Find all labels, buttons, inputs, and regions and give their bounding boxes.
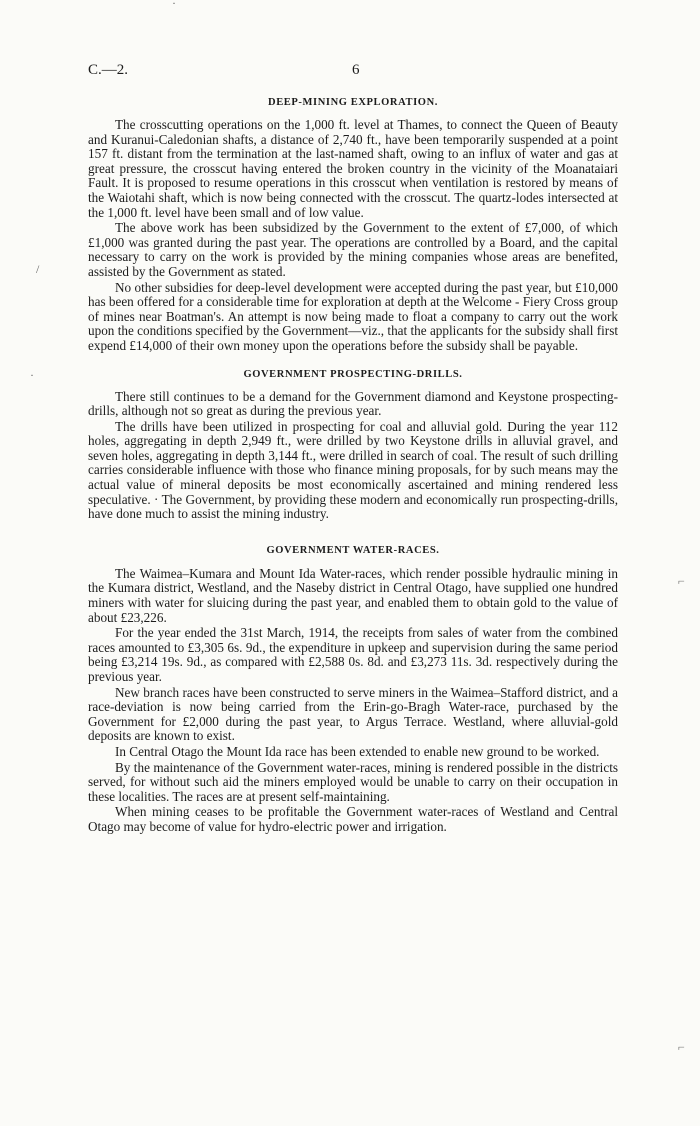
paragraph: In Central Otago the Mount Ida race has been extended to enable new ground to be worked.: [115, 743, 600, 759]
paragraph: The Waimea–Kumara and Mount Ida Water-races, which render possible hydraulic mining in the Kumara district, Westland, and the Naseby district in Central Otago, have supplied one hundred miners with water for sluicing during the past year, and enabled them to obtain gold to the value of about £23,226.: [88, 565, 618, 625]
section-title-prospecting-drills: GOVERNMENT PROSPECTING-DRILLS.: [243, 368, 463, 380]
page-header: [88, 62, 618, 82]
paragraph: The above work has been subsidized by the Government to the extent of £7,000, of which £1,000 was granted during the past year. The operations are controlled by a Board, and the capital necessary to carry on the work is provided by the mining companies whose areas are benefited, assisted by the Government as stated.: [88, 220, 618, 279]
section-title-water-races: GOVERNMENT WATER-RACES.: [266, 544, 440, 556]
scan-mark: /: [36, 262, 40, 276]
scan-mark: ·: [172, 0, 176, 10]
document-body: [88, 96, 618, 835]
paragraph: When mining ceases to be profitable the Government water-races of Westland and Central Otago may become of value for hydro-electric power and irrigation.: [88, 804, 618, 834]
paragraph: There still continues to be a demand for the Government diamond and Keystone prospecting-drills, although not so great as during the previous year.: [88, 388, 618, 419]
section-title-deep-mining: DEEP-MINING EXPLORATION.: [268, 97, 438, 108]
paragraph: The crosscutting operations on the 1,000 ft. level at Thames, to connect the Queen of Beauty and Kuranui-Caledonian shafts, a distance of 2,740 ft., have been temporarily suspended at a point 157 ft. distant from the termination at the last-named shaft, owing to an influx of water and gas at great pressure, the crosscut having entered the broken country in the vicinity of the Moanataiari Fault. It is proposed to resume operations in this crosscut when ventilation is restored by means of the Waiotahi shaft, which is now being connected with the crosscut. The quartz-lodes intersected at the 1,000 ft. level have been small and of low value.: [88, 117, 618, 220]
scan-mark: ⌐: [678, 574, 685, 588]
paragraph: For the year ended the 31st March, 1914, the receipts from sales of water from the combined races amounted to £3,305 6s. 9d., the expenditure in upkeep and supervision during the same period being £3,214 19s. 9d., as compared with £2,588 0s. 8d. and £3,273 11s. 3d. respectively during the previous year.: [88, 625, 618, 684]
document-reference: C.—2.: [88, 62, 129, 78]
scan-mark: ⌐: [678, 1040, 685, 1054]
paragraph: By the maintenance of the Government water-races, mining is rendered possible in the districts served, for without such aid the miners employed would be unable to carry on their occupation in these localities. The races are at present self-maintaining.: [88, 759, 618, 804]
paragraph: The drills have been utilized in prospecting for coal and alluvial gold. During the year 112 holes, aggregating in depth 2,949 ft., were drilled by two Keystone drills in alluvial gravel, and seven holes, aggregating in depth 3,144 ft., were drilled in search of coal. The result of such drilling carries considerable influence with those who finance mining proposals, for by such means may the actual value of mineral deposits be most economically ascertained and mining rendered less speculative. · The Government, by providing these modern and economically run prospecting-drills, have done much to assist the mining industry.: [88, 418, 618, 522]
paragraph: No other subsidies for deep-level development were accepted during the past year, but £10,000 has been offered for a considerable time for exploration at depth at the Welcome - Fiery Cross group of mines near Boatman's. An attempt is now being made to float a company to carry out the work upon the conditions specified by the Government—viz., that the applicants for the subsidy shall first expend £14,000 of their own money upon the operations before the subsidy shall be payable.: [88, 279, 618, 353]
scan-mark: ·: [30, 368, 34, 382]
paragraph: New branch races have been constructed to serve miners in the Waimea–Stafford district, and a race-deviation is now being carried from the Erin-go-Bragh Water-race, purchased by the Government for £2,000 during the past year, to Argus Terrace. Westland, where alluvial-gold deposits are known to exist.: [88, 684, 618, 744]
page-number: 6: [352, 62, 360, 78]
